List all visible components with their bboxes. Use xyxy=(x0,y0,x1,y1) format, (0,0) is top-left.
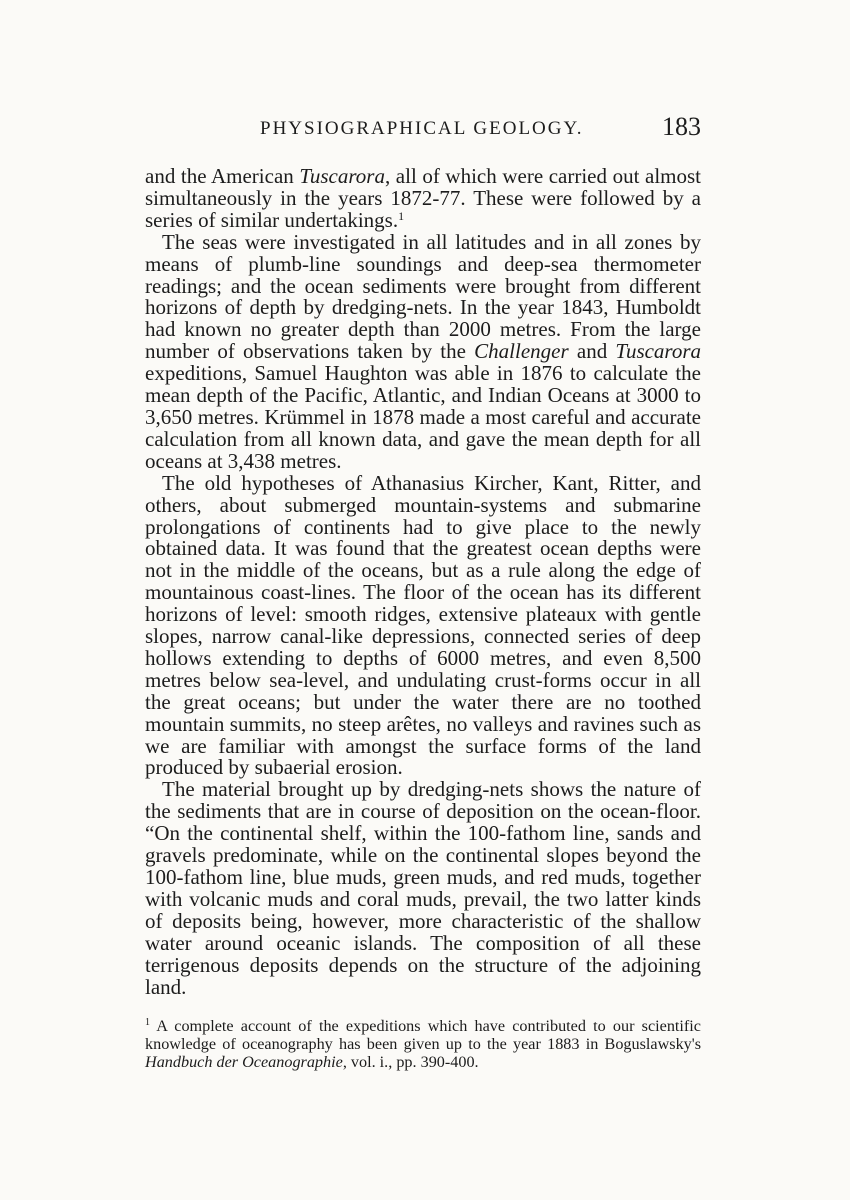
running-head-title: PHYSIOGRAPHICAL GEOLOGY. xyxy=(260,118,584,139)
paragraph-2-text-c: expeditions, Samuel Haughton was able in 1876 to calculate the mean depth of the Pacific, Atlantic, and Indian Oceans at 3000 to 3,650 metres. Krümmel in 1878 made a most careful and accurate calculation from all known data, and gave the mean depth for all oceans at 3,438 metres. xyxy=(145,361,701,473)
ship-name-tuscarora-2: Tuscarora xyxy=(615,339,702,364)
paragraph-1-text-b: , all of which were carried out almost simultaneously in the years 1872-77. These were followed by a series of similar undertakings. xyxy=(145,164,702,232)
running-head xyxy=(145,112,701,148)
footnote-mark: 1 xyxy=(145,1017,150,1028)
paragraph-2-text-a: The seas were investigated in all latitudes and in all zones by means of plumb-line soundings and deep-sea thermometer readings; and the ocean sediments were brought from different horizons of depth by dredging-nets. In the year 1843, Humboldt had known no greater depth than 2000 metres. From the large number of observations taken by the xyxy=(145,229,701,364)
footnote-book-title: Handbuch der Oceanographie xyxy=(145,1053,343,1071)
paragraph-3: The old hypotheses of Athanasius Kircher, Kant, Ritter, and others, about submerged mountain-systems and submarine prolongations of continents had to give place to the newly obtained data. It was found that the greatest ocean depths were not in the middle of the oceans, but as a rule along the edge of mountainous coast-lines. The floor of the ocean has its different horizons of level: smooth ridges, extensive plateaux with gentle slopes, narrow canal-like depressions, connected series of deep hollows extending to depths of 6000 metres, and even 8,500 metres below sea-level, and undulating crust-forms occur in all the great oceans; but under the water there are no toothed mountain summits, no steep arêtes, no valleys and ravines such as we are familiar with amongst the surface forms of the land produced by subaerial erosion. xyxy=(145,470,701,780)
footnote xyxy=(145,1017,701,1071)
footnote-reference: 1 xyxy=(398,208,405,223)
paragraph-1-text-a: and the American xyxy=(145,164,300,188)
paragraph-4: The material brought up by dredging-nets shows the nature of the sediments that are in course of deposition on the ocean-floor. “On the continental shelf, within the 100-fathom line, sands and gravels predominate, while on the continental slopes beyond the 100-fathom line, blue muds, green muds, and red muds, together with volcanic muds and coral muds, prevail, the two latter kinds of deposits being, however, more characteristic of the shallow water around oceanic islands. The composition of all these terrigenous deposits depends on the structure of the adjoining land. xyxy=(145,777,701,999)
paragraph-1 xyxy=(145,166,701,232)
ship-name-challenger: Challenger xyxy=(474,339,569,364)
footnote-text-a: A complete account of the expeditions which have contributed to our scientific knowledge of oceanography has been given up to the year 1883 in Boguslawsky's xyxy=(145,1017,701,1053)
paragraph-2-text-b: and xyxy=(568,339,616,364)
ship-name-tuscarora: Tuscarora xyxy=(299,164,385,188)
paragraph-2 xyxy=(145,229,702,473)
body-text xyxy=(145,166,701,998)
footnote-text-b: , vol. i., pp. 390-400. xyxy=(342,1053,479,1071)
page-number: 183 xyxy=(662,112,701,141)
